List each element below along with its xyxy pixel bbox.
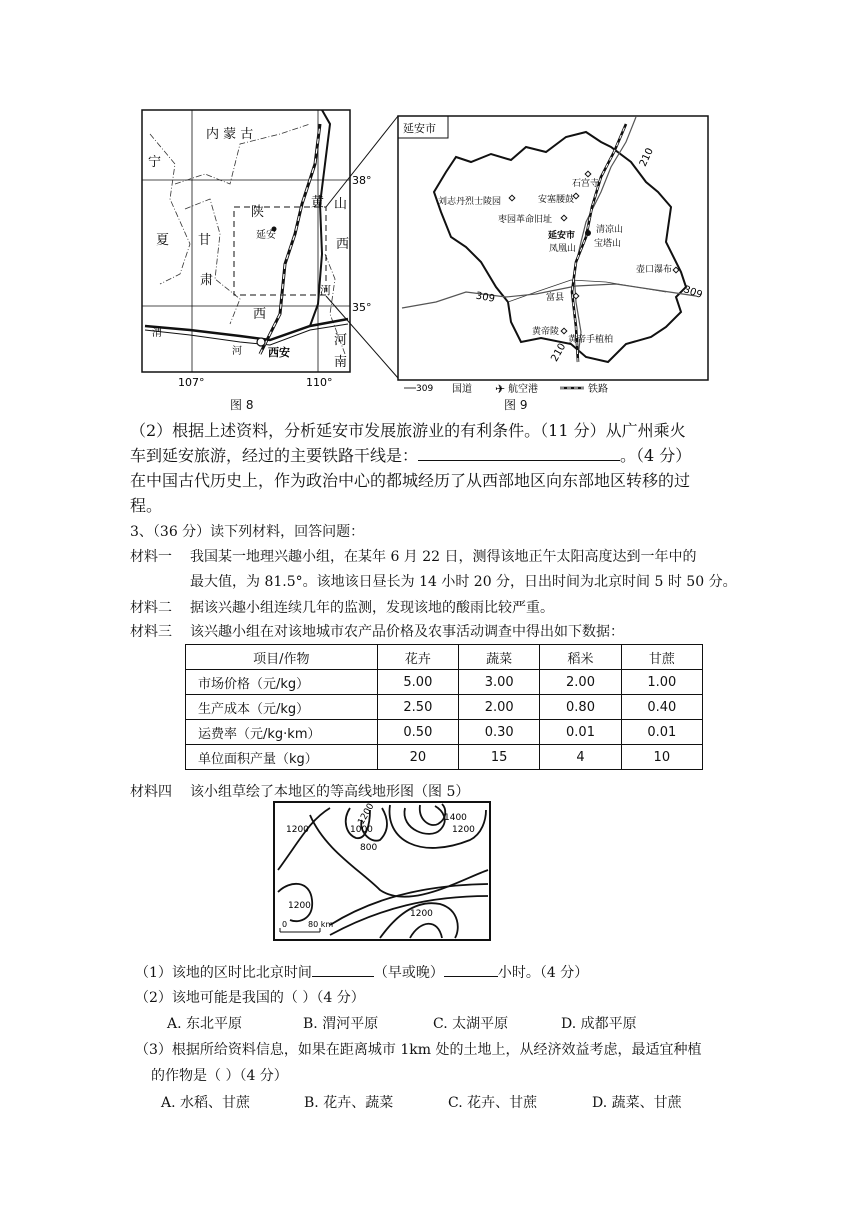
q2-line1: （2）根据上述资料，分析延安市发展旅游业的有利条件。（11 分）从广州乘火 — [130, 421, 686, 440]
fig8-henan-he: 河 — [334, 333, 348, 348]
fig9-title: 延安市 — [403, 122, 436, 135]
table-cell: 单位面积产量（kg） — [186, 745, 378, 770]
q3-sub2-option-c[interactable]: C. 太湖平原 — [433, 1016, 509, 1032]
fig5-1200c: 1200 — [452, 825, 475, 835]
material-3-text: 该兴趣小组在对该地城市农产品价格及农事活动调查中得出如下数据： — [190, 624, 624, 640]
material-4-text: 该小组草绘了本地区的等高线地形图（图 5） — [190, 784, 470, 800]
fig8-xi-sx: 西 — [336, 237, 350, 252]
table-header-cell: 花卉 — [377, 645, 458, 670]
table-cell: 0.30 — [459, 720, 540, 745]
fig5-scale-0: 0 — [282, 920, 288, 929]
table-header-cell: 蔬菜 — [459, 645, 540, 670]
q2-line2-end: 。（4 分） — [620, 446, 692, 465]
q3-sub1-b: （早或晚） — [373, 965, 444, 981]
q3-sub3-line1: （3）根据所给资料信息，如果在距离城市 1km 处的土地上，从经济效益考虑，最适宜种植 — [135, 1042, 702, 1058]
table-cell: 0.80 — [540, 695, 621, 720]
table-cell: 0.40 — [621, 695, 702, 720]
figure-connector-lines — [326, 112, 406, 384]
fig8-he: 河 — [320, 284, 331, 297]
fig5-scale-80: 80 km — [308, 920, 334, 929]
fig5-800: 800 — [360, 843, 378, 853]
table-cell: 2.50 — [377, 695, 458, 720]
fig9-legend-railway: 铁路 — [588, 384, 608, 395]
q3-sub3-options — [161, 1091, 682, 1115]
table-cell: 市场价格（元/kg） — [186, 670, 378, 695]
material-2-label: 材料二 — [130, 600, 172, 616]
table-row — [186, 720, 703, 745]
table-cell: 0.01 — [540, 720, 621, 745]
q3-sub3-option-b[interactable]: B. 花卉、蔬菜 — [304, 1095, 394, 1111]
fig5-1200d: 1200 — [288, 901, 311, 911]
table-header-row — [186, 645, 703, 670]
table-cell: 生产成本（元/kg） — [186, 695, 378, 720]
q3-sub2-option-a[interactable]: A. 东北平原 — [167, 1016, 243, 1032]
table-cell: 0.50 — [377, 720, 458, 745]
fig8-ning: 宁 — [148, 155, 162, 170]
q3-sub3-line2: 的作物是（ ）（4 分） — [151, 1068, 288, 1084]
table-header-cell: 甘蔗 — [621, 645, 702, 670]
table-cell: 0.01 — [621, 720, 702, 745]
table-cell: 1.00 — [621, 670, 702, 695]
q3-sub2-options — [167, 1012, 637, 1036]
fig9-legend-guodao: 国道 — [452, 384, 472, 395]
fig8-lat38: 38° — [352, 174, 372, 187]
fig8-wei: 渭 — [152, 328, 162, 339]
q3-sub2-option-d[interactable]: D. 成都平原 — [561, 1016, 637, 1032]
q3-heading: 3、（36 分）读下列材料，回答问题： — [130, 524, 365, 540]
fig9-yanan-city: 延安市 — [548, 231, 576, 241]
fig5-1200b: 1200 — [356, 801, 377, 827]
fig8-henan-nan: 南 — [334, 355, 348, 370]
fig5-1400: 1400 — [444, 813, 467, 823]
fig9-road-309-right: 309 — [681, 284, 704, 302]
table-cell: 运费率（元/kg·km） — [186, 720, 378, 745]
q2-line4: 程。 — [130, 496, 163, 515]
material-2 — [130, 596, 554, 620]
fig8-neimenggu: 内 蒙 古 — [206, 127, 254, 142]
q3-sub1-blank1[interactable] — [312, 960, 374, 977]
fig9-legend-guodao-num: 309 — [416, 384, 434, 394]
fig9-fuxian: 富县 — [546, 293, 565, 303]
fig8-caption: 图 8 — [230, 398, 254, 412]
material-1-line1: 我国某一地理兴趣小组，在某年 6 月 22 日，测得该地正午太阳高度达到一年中的 — [190, 549, 697, 565]
q3-sub3-option-a[interactable]: A. 水稻、甘蔗 — [161, 1095, 251, 1111]
fig8-wei-he: 河 — [232, 346, 242, 357]
fig9-road-309-left: 309 — [474, 290, 496, 305]
q2-line2 — [130, 443, 691, 468]
fig9-baotashan: 宝塔山 — [594, 239, 622, 249]
fig9-road-210-top: 210 — [637, 146, 656, 169]
q3-sub1-a: （1）该地的区时比北京时间 — [135, 965, 312, 981]
fig9-liuzhidan: 刘志丹烈士陵园 — [438, 197, 502, 207]
fig9-road-210-bottom: 210 — [549, 341, 569, 364]
q2-line2-text: 车到延安旅游，经过的主要铁路干线是： — [130, 446, 419, 465]
fig9-caption: 图 9 — [504, 398, 528, 412]
table-row — [186, 670, 703, 695]
fig8-xian: 西安 — [268, 346, 290, 359]
fig8-xia: 夏 — [156, 233, 170, 248]
fig8-yanan: 延安 — [256, 230, 276, 241]
q2-line3: 在中国古代历史上，作为政治中心的都城经历了从西部地区向东部地区转移的过 — [130, 471, 691, 490]
fig9-huangdishouzhibai: 黄帝手植柏 — [568, 335, 614, 345]
table-cell: 15 — [459, 745, 540, 770]
material-1-label: 材料一 — [130, 549, 172, 565]
table-cell: 4 — [540, 745, 621, 770]
fig9-legend-airport: 航空港 — [508, 384, 538, 395]
q3-sub2-option-b[interactable]: B. 渭河平原 — [303, 1016, 379, 1032]
fig9-shigongsi: 石宫寺 — [572, 179, 600, 189]
table-cell: 3.00 — [459, 670, 540, 695]
q3-sub2: （2）该地可能是我国的（ ）（4 分） — [135, 990, 365, 1006]
material-2-text: 据该兴趣小组连续几年的监测，发现该地的酸雨比较严重。 — [190, 600, 554, 616]
table-header-cell: 稻米 — [540, 645, 621, 670]
fig9-zaoyuan: 枣园革命旧址 — [498, 215, 553, 225]
table-cell: 20 — [377, 745, 458, 770]
q3-sub3-option-c[interactable]: C. 花卉、甘蔗 — [448, 1095, 538, 1111]
material-3-label: 材料三 — [130, 624, 172, 640]
q3-sub1-c: 小时。（4 分） — [497, 965, 589, 981]
crop-data-table — [185, 644, 703, 770]
q3-sub1-blank2[interactable] — [444, 960, 498, 977]
table-cell: 2.00 — [540, 670, 621, 695]
fig8-huang: 黄 — [311, 195, 325, 210]
fig5-1200e: 1200 — [410, 909, 433, 919]
fig8-su: 肃 — [200, 273, 214, 288]
material-1 — [130, 545, 697, 569]
q3-sub1 — [135, 960, 588, 985]
fig5-1000: 1000 — [350, 825, 373, 835]
fig9-hukou: 壶口瀑布 — [636, 265, 673, 275]
table-row — [186, 745, 703, 770]
fig8-shan: 陕 — [251, 205, 265, 220]
table-cell: 10 — [621, 745, 702, 770]
airplane-icon: ✈ — [495, 382, 506, 396]
material-1-line2: 最大值，为 81.5°。该地该日昼长为 14 小时 20 分，日出时间为北京时间 5 时 50 分。 — [190, 574, 737, 590]
fig8-shan-sx: 山 — [334, 197, 348, 212]
table-cell: 2.00 — [459, 695, 540, 720]
fig8-lat35: 35° — [352, 301, 372, 314]
fig8-gan: 甘 — [198, 233, 212, 248]
fig9-qingliangshan: 清凉山 — [596, 225, 624, 235]
table-header-cell: 项目/作物 — [186, 645, 378, 670]
figure-5-contour-map — [270, 800, 495, 944]
q2-answer-blank[interactable] — [418, 444, 620, 461]
material-3 — [130, 620, 624, 644]
figure-9-map — [396, 112, 716, 400]
fig8-lon107: 107° — [178, 376, 205, 389]
table-cell: 5.00 — [377, 670, 458, 695]
table-row — [186, 695, 703, 720]
fig8-lon110: 110° — [306, 376, 333, 389]
fig5-1200a: 1200 — [286, 825, 309, 835]
fig9-ansaiyaogu: 安塞腰鼓 — [538, 195, 575, 205]
fig8-xi: 西 — [253, 307, 267, 322]
q3-sub3-option-d[interactable]: D. 蔬菜、甘蔗 — [592, 1095, 682, 1111]
material-4-label: 材料四 — [130, 784, 172, 800]
fig9-huangdiling: 黄帝陵 — [532, 327, 560, 337]
fig9-fenghuangshan: 凤凰山 — [549, 244, 577, 254]
